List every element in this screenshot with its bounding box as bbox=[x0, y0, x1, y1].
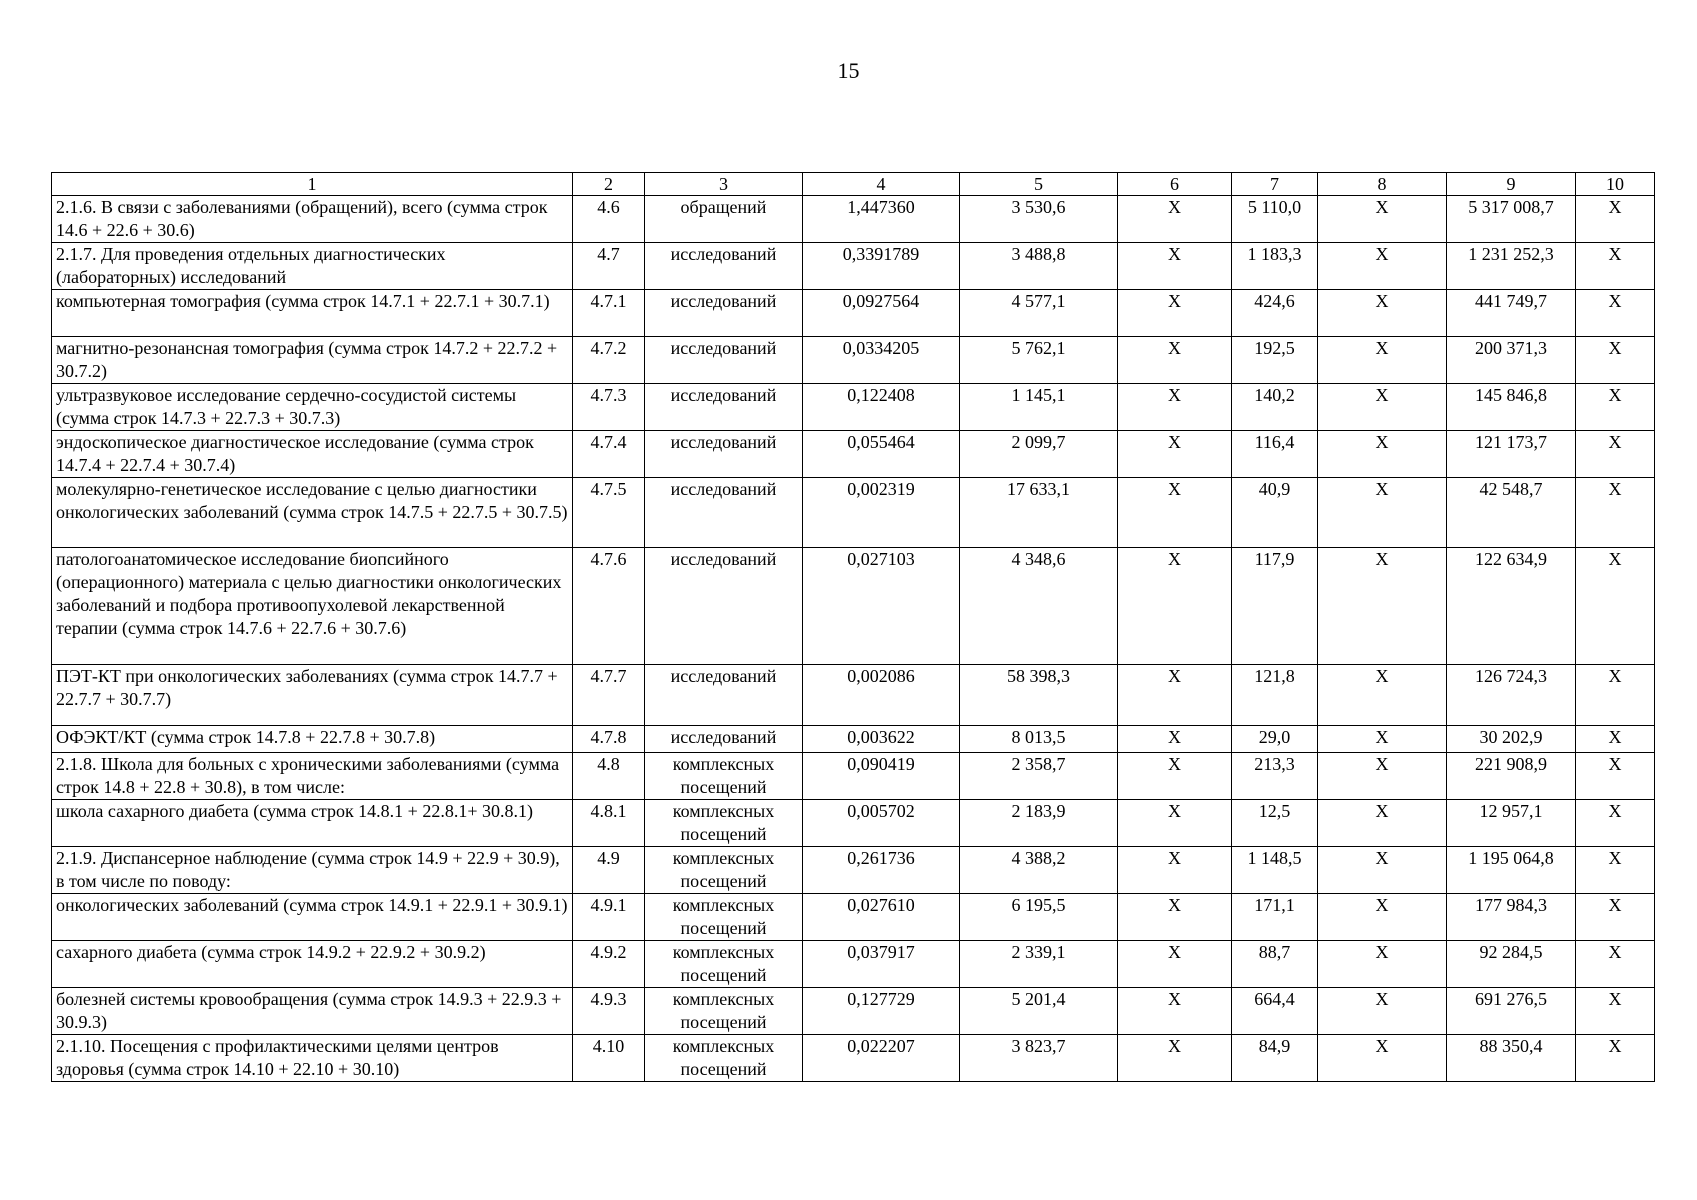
row-norm-cell: 0,002086 bbox=[803, 665, 960, 726]
row-col7-cell: 117,9 bbox=[1232, 548, 1318, 665]
row-name-cell: компьютерная томография (сумма строк 14.7.1 + 22.7.1 + 30.7.1) bbox=[52, 290, 573, 337]
row-col6-cell: Х bbox=[1118, 988, 1232, 1035]
row-norm-cell: 0,127729 bbox=[803, 988, 960, 1035]
row-norm-cell: 0,027103 bbox=[803, 548, 960, 665]
row-col6-cell: Х bbox=[1118, 431, 1232, 478]
row-col6-cell: Х bbox=[1118, 894, 1232, 941]
row-col9-cell: 126 724,3 bbox=[1447, 665, 1576, 726]
row-col7-cell: 171,1 bbox=[1232, 894, 1318, 941]
row-norm-cell: 0,3391789 bbox=[803, 243, 960, 290]
data-table bbox=[51, 172, 1655, 1082]
row-col6-cell: Х bbox=[1118, 726, 1232, 753]
table-row bbox=[52, 726, 1655, 753]
row-col8-cell: Х bbox=[1318, 548, 1447, 665]
row-name-cell: магнитно-резонансная томография (сумма строк 14.7.2 + 22.7.2 + 30.7.2) bbox=[52, 337, 573, 384]
row-code-cell: 4.7 bbox=[573, 243, 645, 290]
row-col6-cell: Х bbox=[1118, 243, 1232, 290]
row-code-cell: 4.9.3 bbox=[573, 988, 645, 1035]
row-name-cell: патологоанатомическое исследование биопсийного (операционного) материала с целью диагностики онкологических заболеваний и подбора противоопухолевой лекарственной терапии (сумма строк 14.7.6 + 22.7.6 + 30.7.6) bbox=[52, 548, 573, 665]
row-cost-cell: 3 530,6 bbox=[960, 196, 1118, 243]
row-cost-cell: 6 195,5 bbox=[960, 894, 1118, 941]
row-cost-cell: 5 762,1 bbox=[960, 337, 1118, 384]
row-name-cell: 2.1.7. Для проведения отдельных диагностических (лабораторных) исследований bbox=[52, 243, 573, 290]
row-col7-cell: 1 183,3 bbox=[1232, 243, 1318, 290]
row-cost-cell: 5 201,4 bbox=[960, 988, 1118, 1035]
row-cost-cell: 2 099,7 bbox=[960, 431, 1118, 478]
row-unit-cell: комплексных посещений bbox=[645, 753, 803, 800]
row-unit-cell: комплексных посещений bbox=[645, 988, 803, 1035]
row-code-cell: 4.8.1 bbox=[573, 800, 645, 847]
row-unit-cell: исследований bbox=[645, 431, 803, 478]
header-cell: 7 bbox=[1232, 173, 1318, 196]
row-col9-cell: 92 284,5 bbox=[1447, 941, 1576, 988]
row-code-cell: 4.7.8 bbox=[573, 726, 645, 753]
row-unit-cell: исследований bbox=[645, 384, 803, 431]
row-norm-cell: 0,005702 bbox=[803, 800, 960, 847]
row-col7-cell: 192,5 bbox=[1232, 337, 1318, 384]
row-cost-cell: 58 398,3 bbox=[960, 665, 1118, 726]
row-name-cell: эндоскопическое диагностическое исследование (сумма строк 14.7.4 + 22.7.4 + 30.7.4) bbox=[52, 431, 573, 478]
table-row bbox=[52, 243, 1655, 290]
row-norm-cell: 0,002319 bbox=[803, 478, 960, 548]
row-code-cell: 4.7.3 bbox=[573, 384, 645, 431]
row-col9-cell: 30 202,9 bbox=[1447, 726, 1576, 753]
row-col6-cell: Х bbox=[1118, 847, 1232, 894]
row-col10-cell: Х bbox=[1576, 988, 1655, 1035]
row-col7-cell: 213,3 bbox=[1232, 753, 1318, 800]
table-row bbox=[52, 800, 1655, 847]
row-name-cell: 2.1.10. Посещения с профилактическими целями центров здоровья (сумма строк 14.10 + 22.10 + 30.10) bbox=[52, 1035, 573, 1082]
row-norm-cell: 0,003622 bbox=[803, 726, 960, 753]
row-unit-cell: исследований bbox=[645, 665, 803, 726]
row-col6-cell: Х bbox=[1118, 1035, 1232, 1082]
row-unit-cell: исследований bbox=[645, 290, 803, 337]
row-unit-cell: комплексных посещений bbox=[645, 894, 803, 941]
row-name-cell: 2.1.8. Школа для больных с хроническими заболеваниями (сумма строк 14.8 + 22.8 + 30.8), в том числе: bbox=[52, 753, 573, 800]
row-col9-cell: 177 984,3 bbox=[1447, 894, 1576, 941]
header-cell: 4 bbox=[803, 173, 960, 196]
row-col8-cell: Х bbox=[1318, 196, 1447, 243]
page-number: 15 bbox=[837, 58, 860, 83]
row-col10-cell: Х bbox=[1576, 243, 1655, 290]
table-row bbox=[52, 847, 1655, 894]
table-row bbox=[52, 431, 1655, 478]
row-norm-cell: 0,261736 bbox=[803, 847, 960, 894]
row-col8-cell: Х bbox=[1318, 941, 1447, 988]
row-name-cell: болезней системы кровообращения (сумма строк 14.9.3 + 22.9.3 + 30.9.3) bbox=[52, 988, 573, 1035]
row-cost-cell: 8 013,5 bbox=[960, 726, 1118, 753]
row-col10-cell: Х bbox=[1576, 548, 1655, 665]
table-row bbox=[52, 196, 1655, 243]
row-col6-cell: Х bbox=[1118, 384, 1232, 431]
row-code-cell: 4.6 bbox=[573, 196, 645, 243]
row-unit-cell: исследований bbox=[645, 548, 803, 665]
row-col9-cell: 441 749,7 bbox=[1447, 290, 1576, 337]
table-row bbox=[52, 1035, 1655, 1082]
row-col7-cell: 1 148,5 bbox=[1232, 847, 1318, 894]
row-cost-cell: 4 577,1 bbox=[960, 290, 1118, 337]
row-col7-cell: 424,6 bbox=[1232, 290, 1318, 337]
row-unit-cell: комплексных посещений bbox=[645, 800, 803, 847]
header-cell: 1 bbox=[52, 173, 573, 196]
row-col9-cell: 691 276,5 bbox=[1447, 988, 1576, 1035]
row-col8-cell: Х bbox=[1318, 478, 1447, 548]
header-cell: 9 bbox=[1447, 173, 1576, 196]
row-col7-cell: 29,0 bbox=[1232, 726, 1318, 753]
row-col10-cell: Х bbox=[1576, 894, 1655, 941]
row-col7-cell: 664,4 bbox=[1232, 988, 1318, 1035]
row-unit-cell: комплексных посещений bbox=[645, 847, 803, 894]
row-code-cell: 4.9.1 bbox=[573, 894, 645, 941]
row-col10-cell: Х bbox=[1576, 941, 1655, 988]
row-col7-cell: 40,9 bbox=[1232, 478, 1318, 548]
row-col9-cell: 121 173,7 bbox=[1447, 431, 1576, 478]
row-col9-cell: 1 195 064,8 bbox=[1447, 847, 1576, 894]
row-col10-cell: Х bbox=[1576, 665, 1655, 726]
row-col6-cell: Х bbox=[1118, 800, 1232, 847]
row-col10-cell: Х bbox=[1576, 800, 1655, 847]
row-col7-cell: 5 110,0 bbox=[1232, 196, 1318, 243]
header-cell: 2 bbox=[573, 173, 645, 196]
row-col9-cell: 12 957,1 bbox=[1447, 800, 1576, 847]
row-col6-cell: Х bbox=[1118, 290, 1232, 337]
row-col7-cell: 116,4 bbox=[1232, 431, 1318, 478]
row-col10-cell: Х bbox=[1576, 431, 1655, 478]
table-row bbox=[52, 337, 1655, 384]
row-col10-cell: Х bbox=[1576, 753, 1655, 800]
table-row bbox=[52, 548, 1655, 665]
table-row bbox=[52, 290, 1655, 337]
row-col8-cell: Х bbox=[1318, 665, 1447, 726]
row-code-cell: 4.7.5 bbox=[573, 478, 645, 548]
table-row bbox=[52, 384, 1655, 431]
table-row bbox=[52, 941, 1655, 988]
row-col8-cell: Х bbox=[1318, 726, 1447, 753]
row-cost-cell: 17 633,1 bbox=[960, 478, 1118, 548]
row-name-cell: ультразвуковое исследование сердечно-сосудистой системы (сумма строк 14.7.3 + 22.7.3 + 30.7.3) bbox=[52, 384, 573, 431]
row-col9-cell: 5 317 008,7 bbox=[1447, 196, 1576, 243]
row-cost-cell: 2 183,9 bbox=[960, 800, 1118, 847]
table-row bbox=[52, 478, 1655, 548]
table-row bbox=[52, 665, 1655, 726]
row-norm-cell: 0,055464 bbox=[803, 431, 960, 478]
row-norm-cell: 0,0334205 bbox=[803, 337, 960, 384]
row-col8-cell: Х bbox=[1318, 1035, 1447, 1082]
row-col9-cell: 145 846,8 bbox=[1447, 384, 1576, 431]
row-name-cell: онкологических заболеваний (сумма строк 14.9.1 + 22.9.1 + 30.9.1) bbox=[52, 894, 573, 941]
row-norm-cell: 0,0927564 bbox=[803, 290, 960, 337]
row-col6-cell: Х bbox=[1118, 196, 1232, 243]
row-unit-cell: комплексных посещений bbox=[645, 1035, 803, 1082]
row-code-cell: 4.7.4 bbox=[573, 431, 645, 478]
row-col9-cell: 221 908,9 bbox=[1447, 753, 1576, 800]
row-cost-cell: 4 348,6 bbox=[960, 548, 1118, 665]
table-row bbox=[52, 988, 1655, 1035]
row-col9-cell: 42 548,7 bbox=[1447, 478, 1576, 548]
row-col10-cell: Х bbox=[1576, 290, 1655, 337]
row-cost-cell: 3 488,8 bbox=[960, 243, 1118, 290]
row-col9-cell: 200 371,3 bbox=[1447, 337, 1576, 384]
row-col8-cell: Х bbox=[1318, 290, 1447, 337]
row-norm-cell: 0,022207 bbox=[803, 1035, 960, 1082]
row-name-cell: ПЭТ-КТ при онкологических заболеваниях (сумма строк 14.7.7 + 22.7.7 + 30.7.7) bbox=[52, 665, 573, 726]
row-col8-cell: Х bbox=[1318, 753, 1447, 800]
row-code-cell: 4.8 bbox=[573, 753, 645, 800]
row-col8-cell: Х bbox=[1318, 847, 1447, 894]
row-col6-cell: Х bbox=[1118, 478, 1232, 548]
row-col10-cell: Х bbox=[1576, 384, 1655, 431]
row-name-cell: сахарного диабета (сумма строк 14.9.2 + 22.9.2 + 30.9.2) bbox=[52, 941, 573, 988]
row-cost-cell: 2 358,7 bbox=[960, 753, 1118, 800]
row-norm-cell: 0,090419 bbox=[803, 753, 960, 800]
row-cost-cell: 4 388,2 bbox=[960, 847, 1118, 894]
row-col8-cell: Х bbox=[1318, 337, 1447, 384]
header-cell: 10 bbox=[1576, 173, 1655, 196]
row-col8-cell: Х bbox=[1318, 800, 1447, 847]
row-col6-cell: Х bbox=[1118, 665, 1232, 726]
table-row bbox=[52, 753, 1655, 800]
row-unit-cell: исследований bbox=[645, 243, 803, 290]
row-code-cell: 4.10 bbox=[573, 1035, 645, 1082]
row-col6-cell: Х bbox=[1118, 548, 1232, 665]
row-code-cell: 4.7.2 bbox=[573, 337, 645, 384]
row-col10-cell: Х bbox=[1576, 1035, 1655, 1082]
row-norm-cell: 1,447360 bbox=[803, 196, 960, 243]
header-cell: 6 bbox=[1118, 173, 1232, 196]
row-name-cell: ОФЭКТ/КТ (сумма строк 14.7.8 + 22.7.8 + 30.7.8) bbox=[52, 726, 573, 753]
row-code-cell: 4.9 bbox=[573, 847, 645, 894]
row-name-cell: молекулярно-генетическое исследование с целью диагностики онкологических заболеваний (сумма строк 14.7.5 + 22.7.5 + 30.7.5) bbox=[52, 478, 573, 548]
header-row bbox=[52, 173, 1655, 196]
row-cost-cell: 2 339,1 bbox=[960, 941, 1118, 988]
row-col8-cell: Х bbox=[1318, 988, 1447, 1035]
row-col7-cell: 84,9 bbox=[1232, 1035, 1318, 1082]
row-norm-cell: 0,122408 bbox=[803, 384, 960, 431]
row-cost-cell: 1 145,1 bbox=[960, 384, 1118, 431]
row-col8-cell: Х bbox=[1318, 384, 1447, 431]
row-col10-cell: Х bbox=[1576, 337, 1655, 384]
row-col6-cell: Х bbox=[1118, 941, 1232, 988]
row-col8-cell: Х bbox=[1318, 431, 1447, 478]
row-norm-cell: 0,027610 bbox=[803, 894, 960, 941]
row-col10-cell: Х bbox=[1576, 478, 1655, 548]
row-cost-cell: 3 823,7 bbox=[960, 1035, 1118, 1082]
row-code-cell: 4.9.2 bbox=[573, 941, 645, 988]
row-col6-cell: Х bbox=[1118, 753, 1232, 800]
row-name-cell: школа сахарного диабета (сумма строк 14.8.1 + 22.8.1+ 30.8.1) bbox=[52, 800, 573, 847]
header-cell: 3 bbox=[645, 173, 803, 196]
row-code-cell: 4.7.6 bbox=[573, 548, 645, 665]
row-col8-cell: Х bbox=[1318, 243, 1447, 290]
row-col6-cell: Х bbox=[1118, 337, 1232, 384]
row-unit-cell: обращений bbox=[645, 196, 803, 243]
row-col10-cell: Х bbox=[1576, 726, 1655, 753]
row-col10-cell: Х bbox=[1576, 196, 1655, 243]
row-name-cell: 2.1.9. Диспансерное наблюдение (сумма строк 14.9 + 22.9 + 30.9), в том числе по поводу: bbox=[52, 847, 573, 894]
row-unit-cell: исследований bbox=[645, 478, 803, 548]
row-unit-cell: исследований bbox=[645, 726, 803, 753]
row-col7-cell: 140,2 bbox=[1232, 384, 1318, 431]
row-norm-cell: 0,037917 bbox=[803, 941, 960, 988]
row-unit-cell: исследований bbox=[645, 337, 803, 384]
row-col9-cell: 88 350,4 bbox=[1447, 1035, 1576, 1082]
row-unit-cell: комплексных посещений bbox=[645, 941, 803, 988]
row-name-cell: 2.1.6. В связи с заболеваниями (обращений), всего (сумма строк 14.6 + 22.6 + 30.6) bbox=[52, 196, 573, 243]
row-col9-cell: 1 231 252,3 bbox=[1447, 243, 1576, 290]
row-col8-cell: Х bbox=[1318, 894, 1447, 941]
row-col7-cell: 121,8 bbox=[1232, 665, 1318, 726]
row-col9-cell: 122 634,9 bbox=[1447, 548, 1576, 665]
row-code-cell: 4.7.7 bbox=[573, 665, 645, 726]
table-row bbox=[52, 894, 1655, 941]
header-cell: 5 bbox=[960, 173, 1118, 196]
row-code-cell: 4.7.1 bbox=[573, 290, 645, 337]
row-col7-cell: 88,7 bbox=[1232, 941, 1318, 988]
row-col7-cell: 12,5 bbox=[1232, 800, 1318, 847]
row-col10-cell: Х bbox=[1576, 847, 1655, 894]
header-cell: 8 bbox=[1318, 173, 1447, 196]
